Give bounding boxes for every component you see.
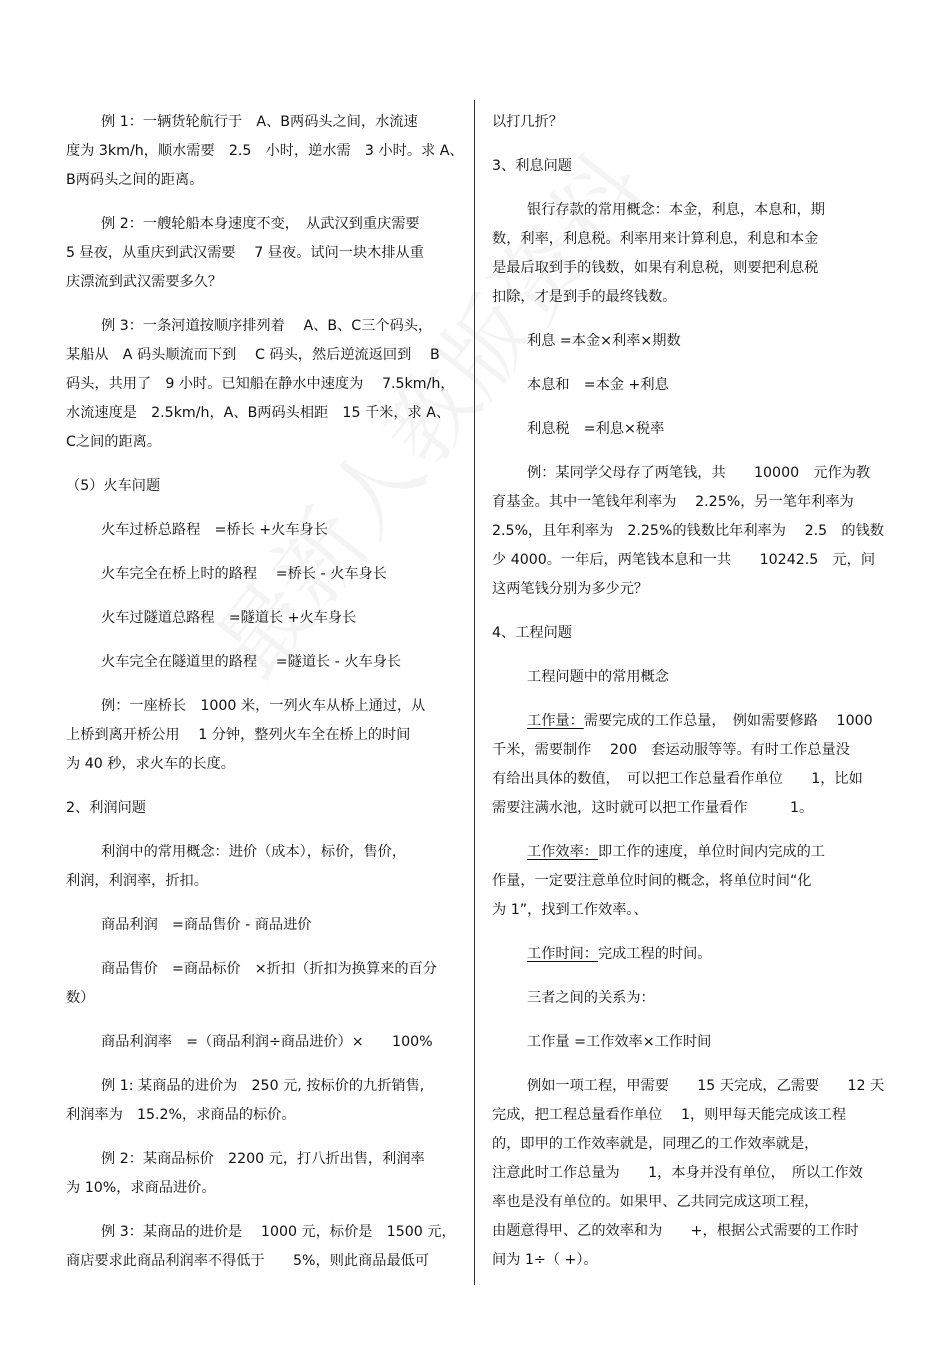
text-line: 例如一项工程，甲需要 15 天完成，乙需要 12 天 xyxy=(527,1078,885,1094)
text-line xyxy=(492,707,890,736)
text-line: 某船从 A 码头顺流而下到 C 码头，然后逆流返回到 B xyxy=(66,347,440,363)
text-line: 完成，把工程总量看作单位 1，则甲每天能完成该工程 xyxy=(492,1107,847,1123)
text-line: 数） xyxy=(66,990,95,1006)
text-line: 5 昼夜，从重庆到武汉需要 7 昼夜。试问一块木排从重 xyxy=(66,245,424,261)
text-line: 由题意得甲、乙的效率和为 +，根据公式需要的工作时 xyxy=(492,1223,859,1239)
train-formula-4: 火车完全在隧道里的路程 =隧道长 - 火车身长 xyxy=(101,654,402,670)
interest-formula-1: 利息 =本金×利率×期数 xyxy=(527,333,681,349)
work-time-term: 工作时间： xyxy=(527,946,598,962)
boat-example-3 xyxy=(66,312,464,457)
work-example xyxy=(492,1072,890,1275)
text-line: 间为 1÷（ +）。 xyxy=(492,1252,598,1268)
text-line: 2.5%，且年利率为 2.25%的钱数比年利率为 2.5 的钱数 xyxy=(492,523,884,539)
text-line: B两码头之间的距离。 xyxy=(66,172,204,188)
profit-formula-1: 商品利润 =商品售价 - 商品进价 xyxy=(101,917,312,933)
interest-heading: 3、利息问题 xyxy=(492,158,572,174)
boat-example-1 xyxy=(66,108,464,195)
text-line: 水流速度是 2.5km/h，A、B两码头相距 15 千米，求 A、 xyxy=(66,405,451,421)
work-amount-text: 需要完成的工作总量， 例如需要修路 1000 xyxy=(583,713,873,729)
work-concept-title: 工程问题中的常用概念 xyxy=(527,669,669,685)
text-line: 码头，共用了 9 小时。已知船在静水中速度为 7.5km/h， xyxy=(66,376,455,392)
text-line: 庆漂流到武汉需要多久？ xyxy=(66,274,223,290)
profit-formula-3: 商品利润率 =（商品利润÷商品进价）× 100% xyxy=(101,1034,433,1050)
text-line: 度为 3km/h，顺水需要 2.5 小时，逆水需 3 小时。求 A、 xyxy=(66,143,464,159)
text-line: 为 40 秒，求火车的长度。 xyxy=(66,756,235,772)
text-line: 为 1”，找到工作效率。、 xyxy=(492,902,648,918)
text-line: 这两笔钱分别为多少元？ xyxy=(492,581,649,597)
column-divider xyxy=(474,100,475,1285)
continued-text: 以打几折？ xyxy=(492,114,563,130)
boat-example-2 xyxy=(66,210,464,297)
text-line: 例：某同学父母存了两笔钱，共 10000 元作为教 xyxy=(527,465,871,481)
work-amount-definition xyxy=(492,707,890,823)
interest-formula-2: 本息和 =本金 +利息 xyxy=(527,377,669,393)
work-amount-term: 工作量： xyxy=(527,713,584,729)
text-line: 为 10%，求商品进价。 xyxy=(66,1180,216,1196)
text-line: 银行存款的常用概念：本金，利息，本息和，期 xyxy=(527,202,825,218)
work-efficiency-definition xyxy=(492,838,890,925)
profit-example-2 xyxy=(66,1145,464,1203)
profit-concept xyxy=(66,838,464,896)
work-heading: 4、工程问题 xyxy=(492,625,572,641)
text-line: 有给出具体的数值， 可以把工作总量看作单位 1，比如 xyxy=(492,771,863,787)
profit-heading: 2、利润问题 xyxy=(66,800,146,816)
interest-example xyxy=(492,459,890,604)
text-line: 率也是没有单位的。如果甲、乙共同完成这项工程， xyxy=(492,1194,819,1210)
text-line: C之间的距离。 xyxy=(66,434,162,450)
text-line: 商品售价 =商品标价 ×折扣（折扣为换算来的百分 xyxy=(101,961,437,977)
train-formula-2: 火车完全在桥上时的路程 =桥长 - 火车身长 xyxy=(101,566,387,582)
relation-formula: 工作量 =工作效率×工作时间 xyxy=(527,1034,712,1050)
work-time-text: 完成工程的时间。 xyxy=(597,946,712,962)
text-line: 例：一座桥长 1000 米，一列火车从桥上通过，从 xyxy=(101,698,426,714)
interest-formula-3: 利息税 =利息×税率 xyxy=(527,421,665,437)
work-efficiency-term: 工作效率： xyxy=(527,844,598,860)
relation-title: 三者之间的关系为： xyxy=(527,990,655,1006)
text-line: 少 4000。一年后，两笔钱本息和一共 10242.5 元，问 xyxy=(492,552,876,568)
profit-example-1 xyxy=(66,1072,464,1130)
left-column xyxy=(66,108,464,1276)
text-line: 育基金。其中一笔钱年利率为 2.25%，另一笔年利率为 xyxy=(492,494,854,510)
text-line: 千米，需要制作 200 套运动服等等。有时工作总量没 xyxy=(492,742,850,758)
text-line: 作量，一定要注意单位时间的概念，将单位时间“化 xyxy=(492,873,812,889)
text-line: 例 3：某商品的进价是 1000 元，标价是 1500 元， xyxy=(101,1224,456,1240)
text-line: 例 3：一条河道按顺序排列着 A、B、C三个码头， xyxy=(101,318,433,334)
interest-concept xyxy=(492,196,890,312)
profit-formula-2 xyxy=(66,955,464,1013)
text-line xyxy=(492,838,890,867)
work-time-definition xyxy=(492,940,890,969)
train-formula-3: 火车过隧道总路程 =隧道长 +火车身长 xyxy=(101,610,357,626)
text-line: 例 1: 某商品的进价为 250 元, 按标价的九折销售, xyxy=(101,1078,425,1094)
text-line: 例 2：某商品标价 2200 元，打八折出售，利润率 xyxy=(101,1151,425,1167)
text-line: 注意此时工作总量为 1，本身并没有单位， 所以工作效 xyxy=(492,1165,863,1181)
text-line: 需要注满水池，这时就可以把工作量看作 1。 xyxy=(492,800,814,816)
right-column xyxy=(492,108,890,1275)
text-line: 的，即甲的工作效率就是，同理乙的工作效率就是， xyxy=(492,1136,819,1152)
work-efficiency-text: 即工作的速度，单位时间内完成的工 xyxy=(597,844,825,860)
text-line: 例 2：一艘轮船本身速度不变， 从武汉到重庆需要 xyxy=(101,216,420,232)
train-heading: （5）火车问题 xyxy=(66,478,161,494)
text-line: 商店要求此商品利润率不得低于 5%，则此商品最低可 xyxy=(66,1253,430,1269)
text-line: 利润中的常用概念：进价（成本），标价，售价， xyxy=(101,844,407,860)
text-line: 利润率为 15.2%，求商品的标价。 xyxy=(66,1107,296,1123)
profit-example-3 xyxy=(66,1218,464,1276)
train-formula-1: 火车过桥总路程 =桥长 +火车身长 xyxy=(101,522,328,538)
text-line: 数，利率，利息税。利率用来计算利息，利息和本金 xyxy=(492,231,819,247)
text-line: 上桥到离开桥公用 1 分钟，整列火车全在桥上的时间 xyxy=(66,727,411,743)
train-example xyxy=(66,692,464,779)
text-line: 扣除，才是到手的最终钱数。 xyxy=(492,289,677,305)
text-line: 例 1：一辆货轮航行于 A、B两码头之间，水流速 xyxy=(101,114,418,130)
text-line: 利润，利润率，折扣。 xyxy=(66,873,208,889)
text-line: 是最后取到手的钱数，如果有利息税，则要把利息税 xyxy=(492,260,819,276)
